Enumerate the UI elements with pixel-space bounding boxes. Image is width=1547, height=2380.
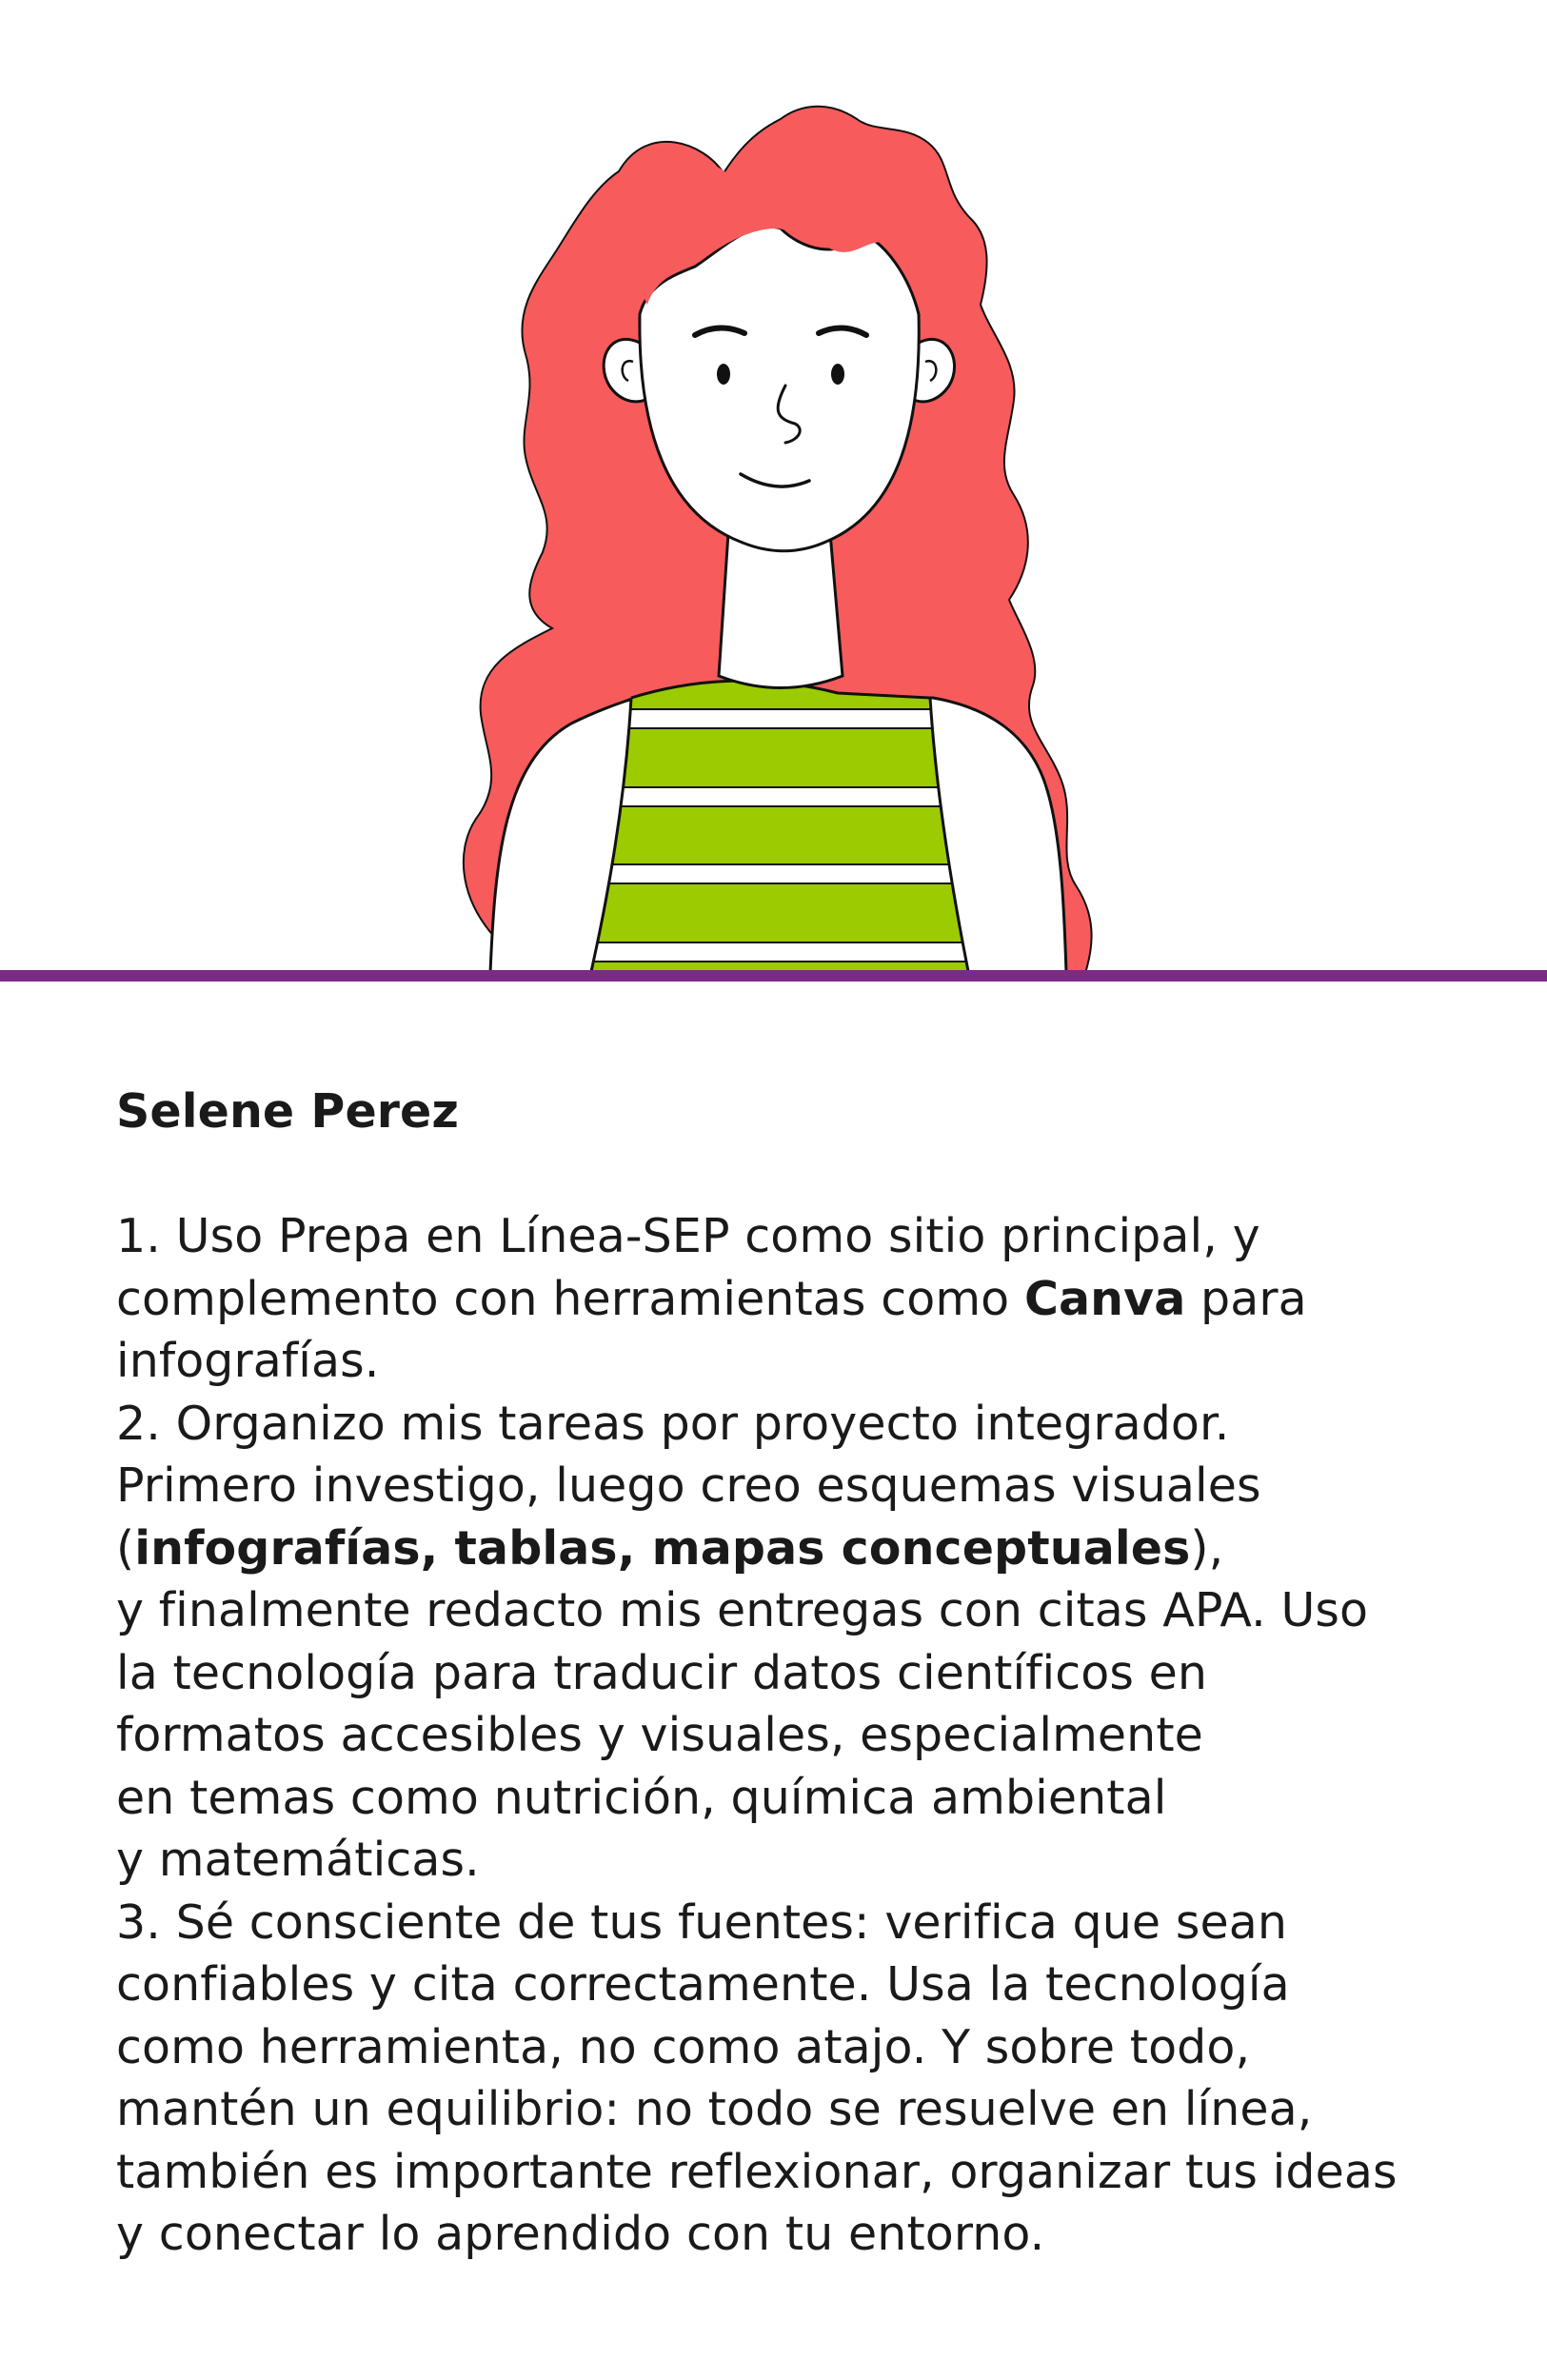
text-segment: infografías. — [116, 1334, 380, 1388]
neck — [719, 533, 843, 688]
text-segment: en temas como nutrición, química ambiental — [116, 1770, 1167, 1825]
text-line — [116, 1579, 1468, 1642]
text-line — [116, 1268, 1468, 1331]
profile-text — [116, 1081, 1468, 2266]
text-line — [116, 2141, 1468, 2204]
text-line — [116, 1393, 1468, 1456]
text-line — [116, 1642, 1468, 1705]
woman-portrait-illustration — [0, 0, 1547, 986]
text-segment: confiables y cita correctamente. Usa la tecnología — [116, 1957, 1290, 2012]
text-line — [116, 1517, 1468, 1580]
text-line — [116, 1954, 1468, 2016]
shirt — [571, 666, 990, 981]
text-line — [116, 1892, 1468, 1954]
text-segment: para — [1185, 1271, 1307, 1326]
profile-answers — [116, 1205, 1468, 2266]
text-line — [116, 1767, 1468, 1830]
text-line — [116, 2016, 1468, 2079]
person-name: Selene Perez — [116, 1084, 459, 1139]
spacer — [116, 1143, 1468, 1206]
text-segment: y conectar lo aprendido con tu entorno. — [116, 2207, 1045, 2261]
text-segment: complemento con herramientas como — [116, 1271, 1024, 1326]
divider-line — [0, 970, 1547, 982]
text-line — [116, 1330, 1468, 1393]
text-segment: 1. Uso Prepa en Línea-SEP como sitio principal, y — [116, 1209, 1260, 1263]
text-line — [116, 1205, 1468, 1268]
bold-text: infografías, tablas, mapas conceptuales — [134, 1520, 1191, 1576]
text-line — [116, 2078, 1468, 2141]
text-segment: y matemáticas. — [116, 1833, 480, 1887]
text-line — [116, 1829, 1468, 1892]
text-line — [116, 1455, 1468, 1517]
text-segment: ( — [116, 1520, 135, 1576]
text-line — [116, 1704, 1468, 1767]
bold-text: Canva — [1023, 1271, 1186, 1326]
text-segment: la tecnología para traducir datos científicos en — [116, 1645, 1208, 1700]
text-segment: formatos accesibles y visuales, especialmente — [116, 1708, 1203, 1762]
text-segment: 2. Organizo mis tareas por proyecto integrador. — [116, 1396, 1230, 1451]
text-segment: mantén un equilibrio: no todo se resuelve en línea, — [116, 2082, 1313, 2136]
text-line — [116, 2203, 1468, 2266]
right-eye — [831, 364, 844, 385]
text-segment: 3. Sé consciente de tus fuentes: verifica que sean — [116, 1894, 1287, 1950]
text-segment: también es importante reflexionar, organizar tus ideas — [116, 2144, 1398, 2199]
text-segment: como herramienta, no como atajo. Y sobre todo, — [116, 2019, 1251, 2074]
text-segment: y finalmente redacto mis entregas con citas APA. Uso — [116, 1583, 1369, 1637]
left-eye — [717, 364, 730, 385]
text-segment: ), — [1190, 1520, 1224, 1576]
text-segment: Primero investigo, luego creo esquemas visuales — [116, 1458, 1261, 1513]
